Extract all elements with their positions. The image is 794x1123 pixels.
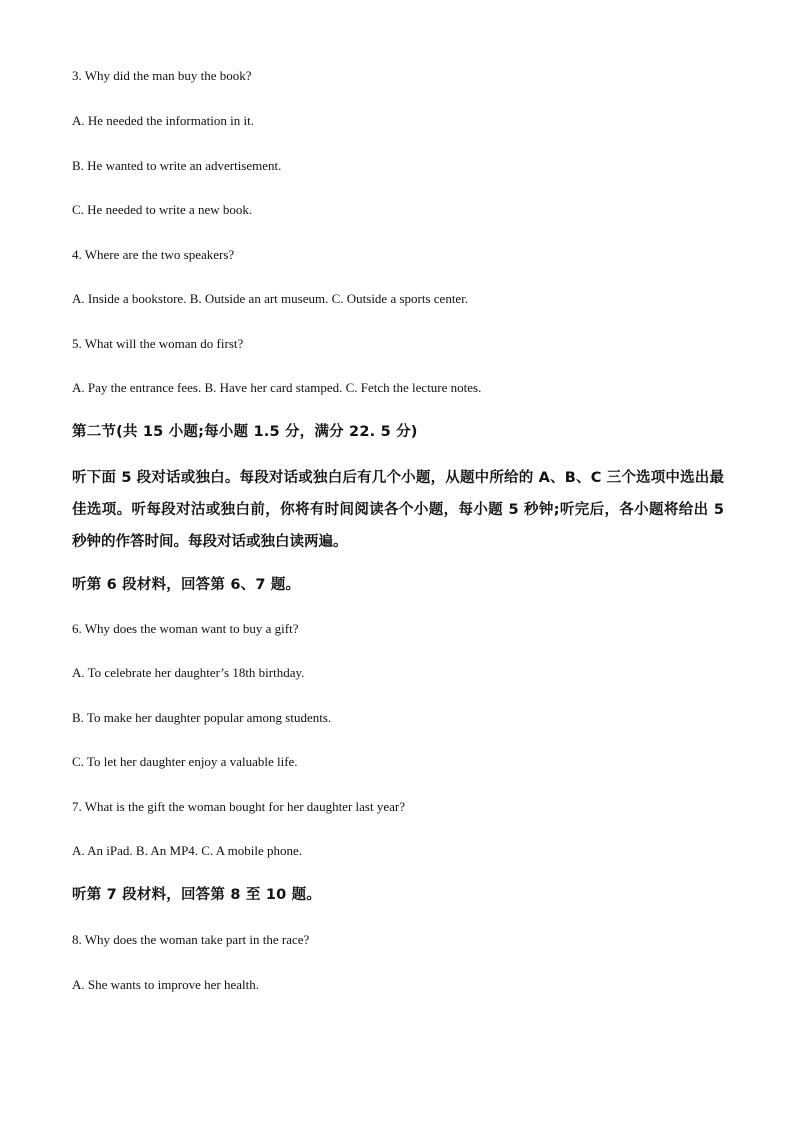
- question-6-option-a: A. To celebrate her daughter’s 18th birthday.: [72, 665, 305, 680]
- question-7-options: A. An iPad. B. An MP4. C. A mobile phone.: [72, 843, 303, 858]
- question-7: 7. What is the gift the woman bought for her daughter last year?: [72, 799, 405, 814]
- question-3-option-b: B. He wanted to write an advertisement.: [72, 158, 282, 173]
- question-5: 5. What will the woman do first?: [72, 336, 244, 351]
- question-3-option-a: A. He needed the information in it.: [72, 113, 254, 128]
- question-6: 6. Why does the woman want to buy a gift?: [72, 621, 299, 636]
- material-6-heading: 听第 6 段材料，回答第 6、7 题。: [72, 577, 301, 593]
- question-6-option-b: B. To make her daughter popular among students.: [72, 710, 332, 725]
- section-2-instructions: 听下面 5 段对话或独白。每段对话或独白后有几个小题，从题中所给的 A、B、C 三个选项中选出最佳选项。听每段对沽或独白前，你将有时间阅读各个小题，每小题 5 秒钟;听完后，各小题将给出 5 秒钟的作答时间。每段对话或独白读两遍。: [72, 470, 724, 550]
- material-7-heading: 听第 7 段材料，回答第 8 至 10 题。: [72, 887, 322, 903]
- question-6-option-c: C. To let her daughter enjoy a valuable life.: [72, 754, 298, 769]
- question-3-option-c: C. He needed to write a new book.: [72, 202, 253, 217]
- question-4-options: A. Inside a bookstore. B. Outside an art museum. C. Outside a sports center.: [72, 291, 469, 306]
- question-8-option-a: A. She wants to improve her health.: [72, 977, 260, 992]
- section-2-heading: 第二节(共 15 小题;每小题 1.5 分，满分 22. 5 分): [72, 424, 418, 440]
- question-5-options: A. Pay the entrance fees. B. Have her card stamped. C. Fetch the lecture notes.: [72, 380, 482, 395]
- question-4: 4. Where are the two speakers?: [72, 247, 235, 262]
- question-8: 8. Why does the woman take part in the race?: [72, 932, 310, 947]
- question-3: 3. Why did the man buy the book?: [72, 68, 252, 83]
